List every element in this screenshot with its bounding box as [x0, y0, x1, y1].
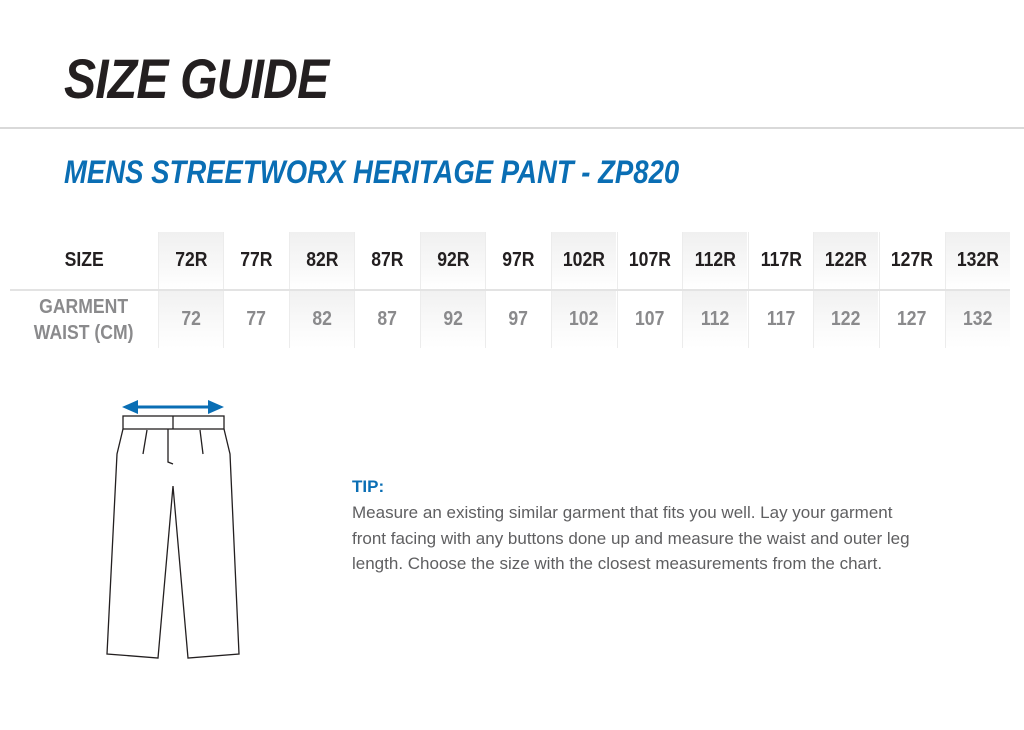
- waist-cell: 132: [945, 291, 1010, 348]
- tip-section: [352, 476, 912, 577]
- size-cell: 77R: [223, 232, 288, 289]
- garment-waist-row: [10, 291, 1010, 348]
- size-cell: 82R: [289, 232, 354, 289]
- size-cell: 97R: [485, 232, 550, 289]
- tip-text: Measure an existing similar garment that fits you well. Lay your garment front facing with any buttons done up and measure the waist and outer leg length. Choose the size with the closest measurements from the chart.: [352, 503, 910, 573]
- waist-cell: 127: [879, 291, 944, 348]
- pants-waist-measure-icon: [100, 396, 250, 666]
- waist-arrow-icon: [122, 400, 224, 414]
- waist-cell: 77: [223, 291, 288, 348]
- waist-cell: 72: [158, 291, 223, 348]
- size-cell: 72R: [158, 232, 223, 289]
- size-cell: 92R: [420, 232, 485, 289]
- page-title: SIZE GUIDE: [64, 47, 329, 110]
- waist-cell: 107: [617, 291, 682, 348]
- tip-label: TIP:: [352, 477, 385, 496]
- waist-cell: 82: [289, 291, 354, 348]
- product-title: MENS STREETWORX HERITAGE PANT - ZP820: [64, 154, 680, 190]
- waist-cell: 122: [813, 291, 878, 348]
- size-row: [10, 232, 1010, 291]
- garment-waist-label: GARMENT WAIST (CM): [34, 295, 134, 344]
- size-cell: 112R: [682, 232, 747, 289]
- waist-cell: 102: [551, 291, 616, 348]
- waist-cell: 87: [354, 291, 419, 348]
- header-divider: [0, 127, 1024, 129]
- size-cell: 127R: [879, 232, 944, 289]
- size-cell: 117R: [748, 232, 813, 289]
- size-cell: 87R: [354, 232, 419, 289]
- waist-cell: 92: [420, 291, 485, 348]
- waist-cell: 117: [748, 291, 813, 348]
- waist-cell: 97: [485, 291, 550, 348]
- size-row-label: SIZE: [64, 249, 104, 271]
- size-cell: 107R: [617, 232, 682, 289]
- size-cell: 122R: [813, 232, 878, 289]
- waist-cell: 112: [682, 291, 747, 348]
- size-cell: 102R: [551, 232, 616, 289]
- size-table: [10, 232, 1010, 348]
- size-cell: 132R: [945, 232, 1010, 289]
